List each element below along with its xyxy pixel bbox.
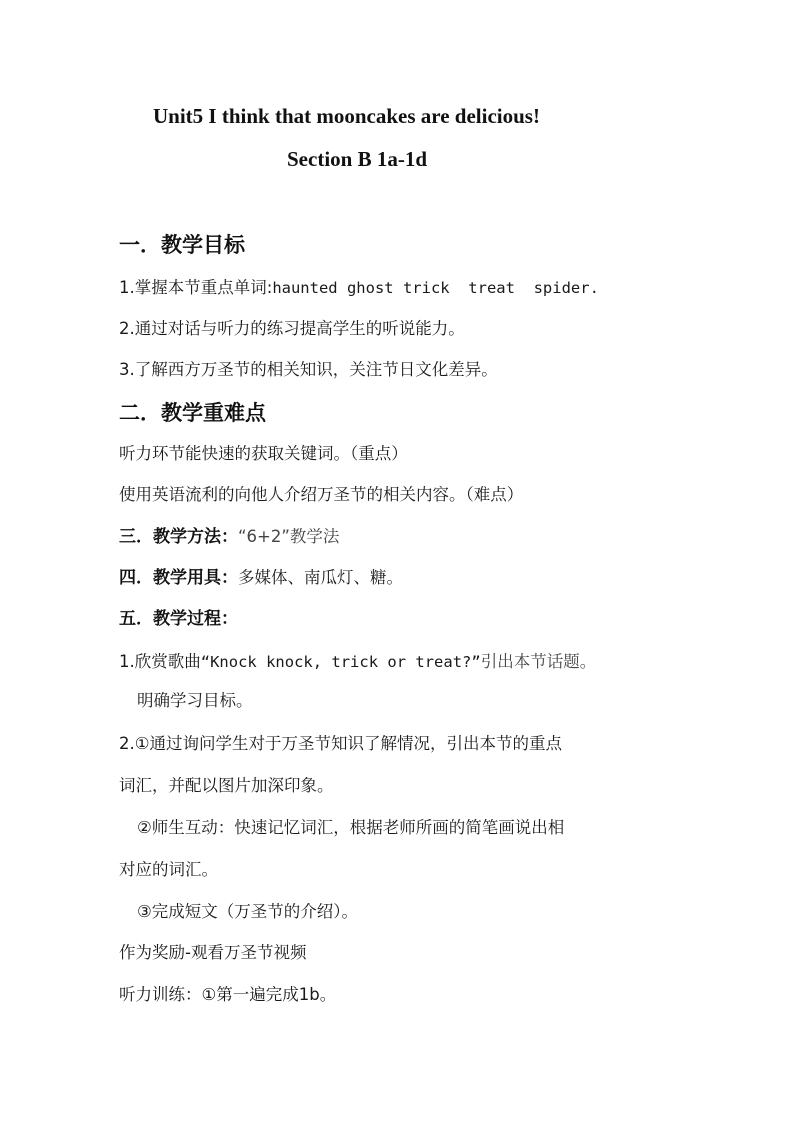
heading-method: 三．教学方法： xyxy=(119,527,238,547)
process-heading-line xyxy=(119,604,238,629)
process-step-1-cont: 明确学习目标。 xyxy=(137,691,253,710)
method-value: “6+2”教学法 xyxy=(238,527,340,546)
tools-value: 多媒体、南瓜灯、糖。 xyxy=(238,568,403,587)
method-line xyxy=(119,522,339,547)
heading-key-points: 二．教学重难点 xyxy=(119,401,266,425)
heading-tools: 四．教学用具： xyxy=(119,568,238,588)
process-step-2-line1: 2.①通过询问学生对于万圣节知识了解情况，引出本节的重点 xyxy=(119,734,563,753)
objective-item-2: 2.通过对话与听力的练习提高学生的听说能力。 xyxy=(119,319,465,338)
tools-line xyxy=(119,563,403,588)
process-step-2-line3: ②师生互动：快速记忆词汇，根据老师所画的简笔画说出相 xyxy=(137,818,565,837)
process-listening: 听力训练：①第一遍完成1b。 xyxy=(119,985,337,1004)
objective-item-3: 3.了解西方万圣节的相关知识，关注节日文化差异。 xyxy=(119,360,498,379)
objective-item-1-words: haunted ghost trick treat spider. xyxy=(272,279,599,297)
step1-suffix: 引出本节话题。 xyxy=(480,652,597,671)
process-step-1 xyxy=(119,648,596,672)
step1-prefix: 1.欣赏歌曲 xyxy=(119,652,201,671)
process-step-2-line2: 词汇，并配以图片加深印象。 xyxy=(119,776,334,795)
process-reward: 作为奖励-观看万圣节视频 xyxy=(119,943,307,962)
document-title: Unit5 I think that mooncakes are delicious! xyxy=(153,104,540,128)
heading-process: 五．教学过程： xyxy=(119,609,238,629)
step1-song: “Knock knock, trick or treat?” xyxy=(200,653,481,671)
key-point-2: 使用英语流利的向他人介绍万圣节的相关内容。（难点） xyxy=(119,485,524,504)
document-subtitle: Section B 1a-1d xyxy=(287,147,428,171)
objective-item-1 xyxy=(119,274,599,298)
heading-objectives: 一．教学目标 xyxy=(119,233,245,257)
objective-item-1-prefix: 1.掌握本节重点单词: xyxy=(119,278,273,297)
key-point-1: 听力环节能快速的获取关键词。（重点） xyxy=(119,444,408,463)
process-step-2-line4: 对应的词汇。 xyxy=(119,860,218,879)
process-step-2-line5: ③完成短文（万圣节的介绍）。 xyxy=(137,902,359,921)
